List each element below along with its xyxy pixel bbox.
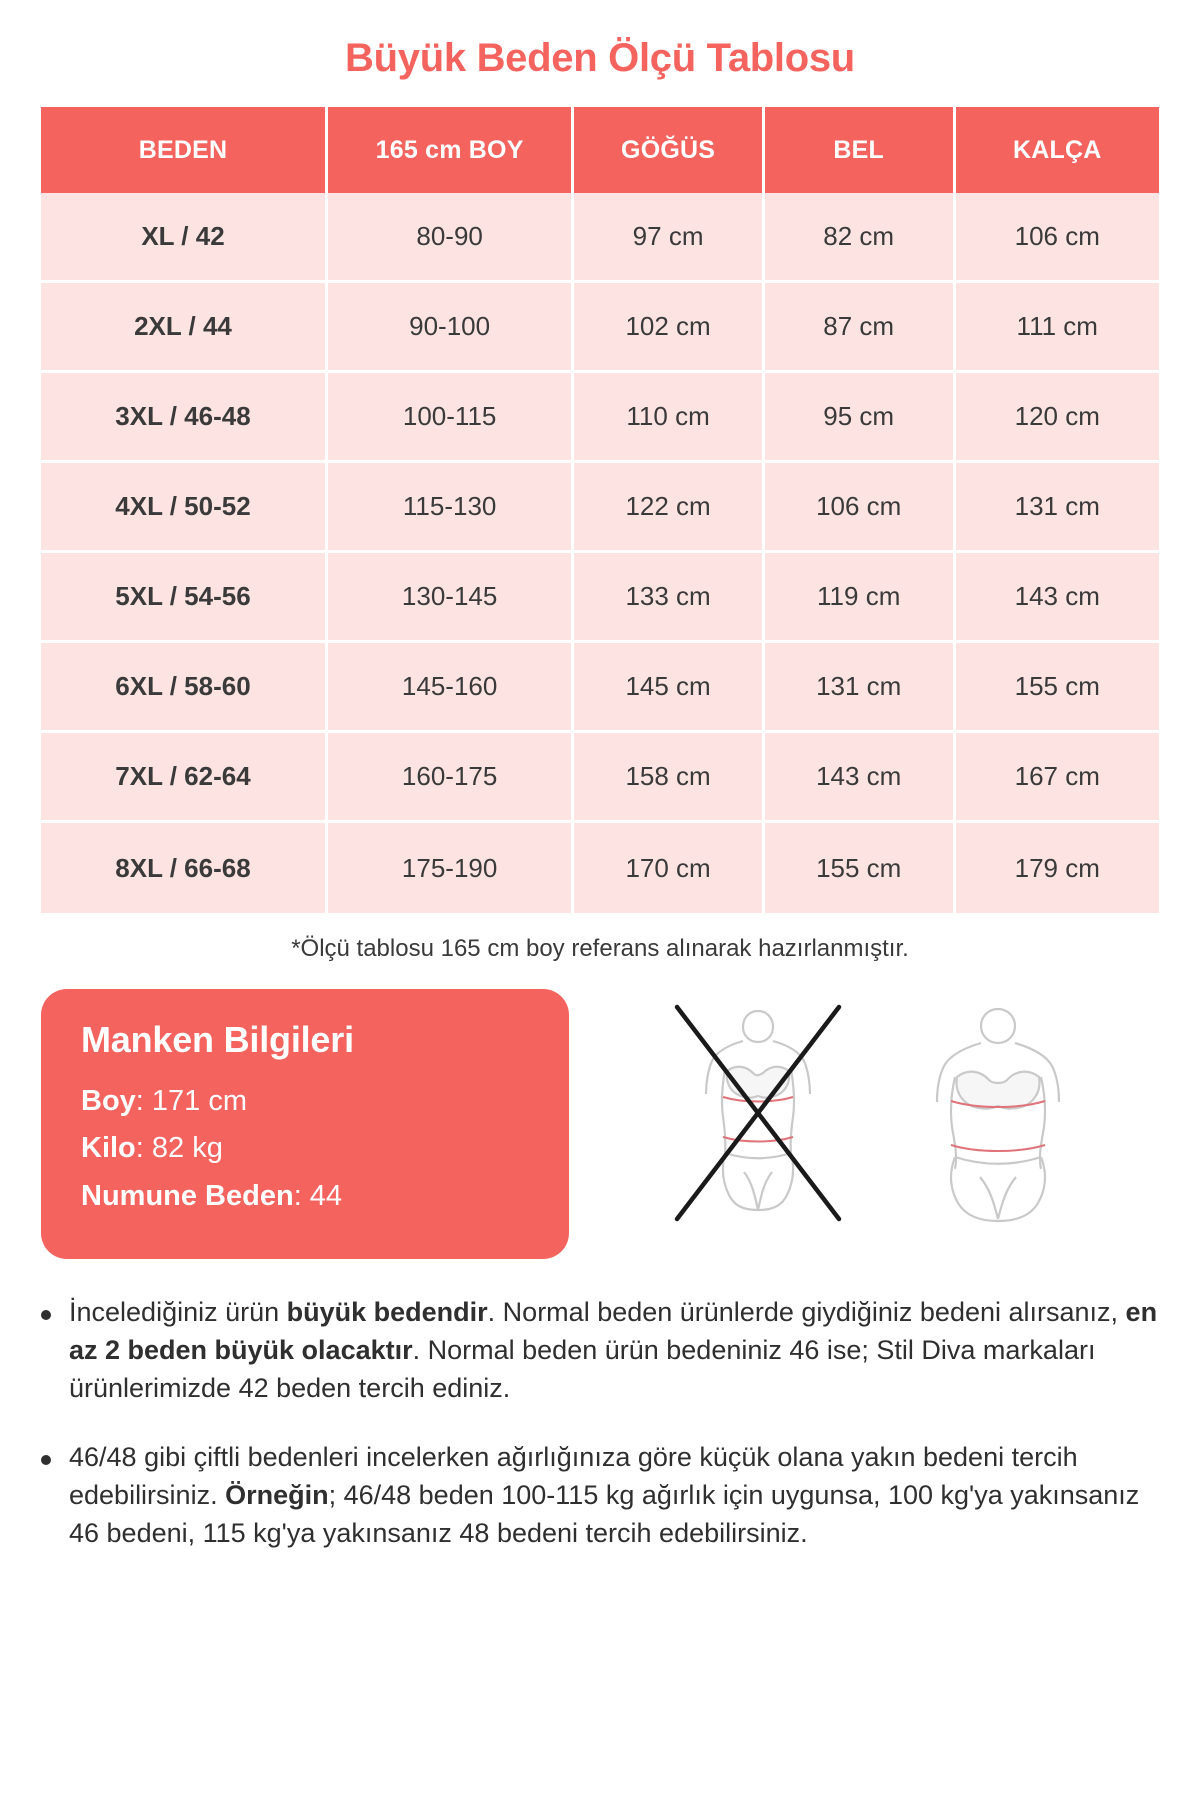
model-weight-line (81, 1130, 535, 1166)
plus-size-figure-wrap (903, 997, 1093, 1227)
slim-figure-wrap (663, 997, 853, 1227)
table-header-row (41, 107, 1159, 193)
note-span: . Normal beden ürünlerde giydiğiniz bedeni alırsanız, (487, 1296, 1126, 1327)
cell-gogus: 158 cm (574, 733, 765, 823)
cell-beden: 4XL / 50-52 (41, 463, 328, 553)
page-title: Büyük Beden Ölçü Tablosu (345, 36, 855, 80)
model-height-line (81, 1083, 535, 1119)
model-sample-size-value: : 44 (293, 1179, 343, 1212)
cell-kalca: 179 cm (956, 823, 1160, 913)
notes-list (41, 1259, 1159, 1553)
column-header-kalca: KALÇA (956, 107, 1160, 193)
cell-bel: 106 cm (765, 463, 956, 553)
body-figures (597, 989, 1159, 1227)
column-header-bel: BEL (765, 107, 956, 193)
cell-gogus: 133 cm (574, 553, 765, 643)
table-footnote: *Ölçü tablosu 165 cm boy referans alınarak hazırlanmıştır. (291, 935, 909, 962)
table-row (41, 283, 1159, 373)
note-span: . Normal beden ürün bedeniniz 46 ise; Stil Diva markaları ürünlerimizde 42 beden tercih ediniz. (69, 1335, 1096, 1404)
model-height-value: : 171 cm (135, 1085, 248, 1117)
note-span: ; 46/48 beden 100-115 kg ağırlık için uygunsa, 100 kg'ya yakınsanız 46 bedeni, 115 kg'ya yakınsanız 48 bedeni tercih edebilirsiniz. (69, 1480, 1140, 1549)
cell-gogus: 102 cm (574, 283, 765, 373)
cell-kalca: 155 cm (956, 643, 1160, 733)
cell-boy: 130-145 (328, 553, 574, 643)
cell-beden: 2XL / 44 (41, 283, 328, 373)
note-span-bold: Örneğin (225, 1480, 329, 1511)
cell-bel: 87 cm (765, 283, 956, 373)
note-span: 46/48 gibi çiftli bedenleri incelerken ağırlığınıza göre küçük olana yakın bedeni tercih edebilirsiniz. (69, 1441, 1078, 1511)
note-span-bold: büyük bedendir (286, 1296, 488, 1327)
column-header-beden: BEDEN (41, 107, 328, 193)
model-weight-label: Kilo (81, 1132, 136, 1165)
cell-gogus: 170 cm (574, 823, 765, 913)
table-row (41, 373, 1159, 463)
model-weight-value: : 82 kg (135, 1132, 223, 1165)
cell-beden: XL / 42 (41, 193, 328, 283)
cell-kalca: 167 cm (956, 733, 1160, 823)
cell-boy: 100-115 (328, 373, 574, 463)
cell-beden: 5XL / 54-56 (41, 553, 328, 643)
cell-boy: 160-175 (328, 733, 574, 823)
note-span: İncelediğiniz ürün (69, 1296, 287, 1327)
cell-kalca: 111 cm (956, 283, 1160, 373)
cell-boy: 175-190 (328, 823, 574, 913)
plus-size-body-figure-icon (903, 997, 1093, 1227)
cell-boy: 115-130 (328, 463, 574, 553)
cell-gogus: 122 cm (574, 463, 765, 553)
cell-gogus: 110 cm (574, 373, 765, 463)
note-span-bold: en az 2 beden büyük olacaktır (69, 1296, 1158, 1366)
bullet-dot-icon (41, 1455, 51, 1465)
cell-beden: 8XL / 66-68 (41, 823, 328, 913)
cell-boy: 90-100 (328, 283, 574, 373)
cell-kalca: 143 cm (956, 553, 1160, 643)
model-sample-size-line (81, 1178, 535, 1214)
cell-kalca: 106 cm (956, 193, 1160, 283)
cell-beden: 6XL / 58-60 (41, 643, 328, 733)
list-item (41, 1293, 1159, 1408)
cell-bel: 119 cm (765, 553, 956, 643)
cell-boy: 80-90 (328, 193, 574, 283)
table-row (41, 463, 1159, 553)
slim-body-figure-icon (663, 997, 853, 1227)
list-item (41, 1438, 1159, 1553)
note-text-1 (69, 1293, 1159, 1408)
cell-beden: 3XL / 46-48 (41, 373, 328, 463)
cell-kalca: 131 cm (956, 463, 1160, 553)
table-row (41, 643, 1159, 733)
cell-gogus: 97 cm (574, 193, 765, 283)
model-height-label: Boy (81, 1085, 136, 1117)
model-info-heading: Manken Bilgileri (81, 1019, 354, 1060)
cell-bel: 143 cm (765, 733, 956, 823)
model-sample-size-label: Numune Beden (81, 1179, 294, 1212)
column-header-boy: 165 cm BOY (328, 107, 574, 193)
cell-bel: 131 cm (765, 643, 956, 733)
cell-gogus: 145 cm (574, 643, 765, 733)
table-row (41, 553, 1159, 643)
table-row (41, 193, 1159, 283)
cell-bel: 155 cm (765, 823, 956, 913)
size-table (41, 107, 1159, 913)
bullet-dot-icon (41, 1310, 51, 1320)
cell-kalca: 120 cm (956, 373, 1160, 463)
cell-boy: 145-160 (328, 643, 574, 733)
cell-bel: 82 cm (765, 193, 956, 283)
model-info-section (41, 989, 1159, 1259)
cell-bel: 95 cm (765, 373, 956, 463)
table-row (41, 823, 1159, 913)
column-header-gogus: GÖĞÜS (574, 107, 765, 193)
model-info-card (41, 989, 569, 1259)
cell-beden: 7XL / 62-64 (41, 733, 328, 823)
table-row (41, 733, 1159, 823)
note-text-2 (69, 1438, 1159, 1553)
